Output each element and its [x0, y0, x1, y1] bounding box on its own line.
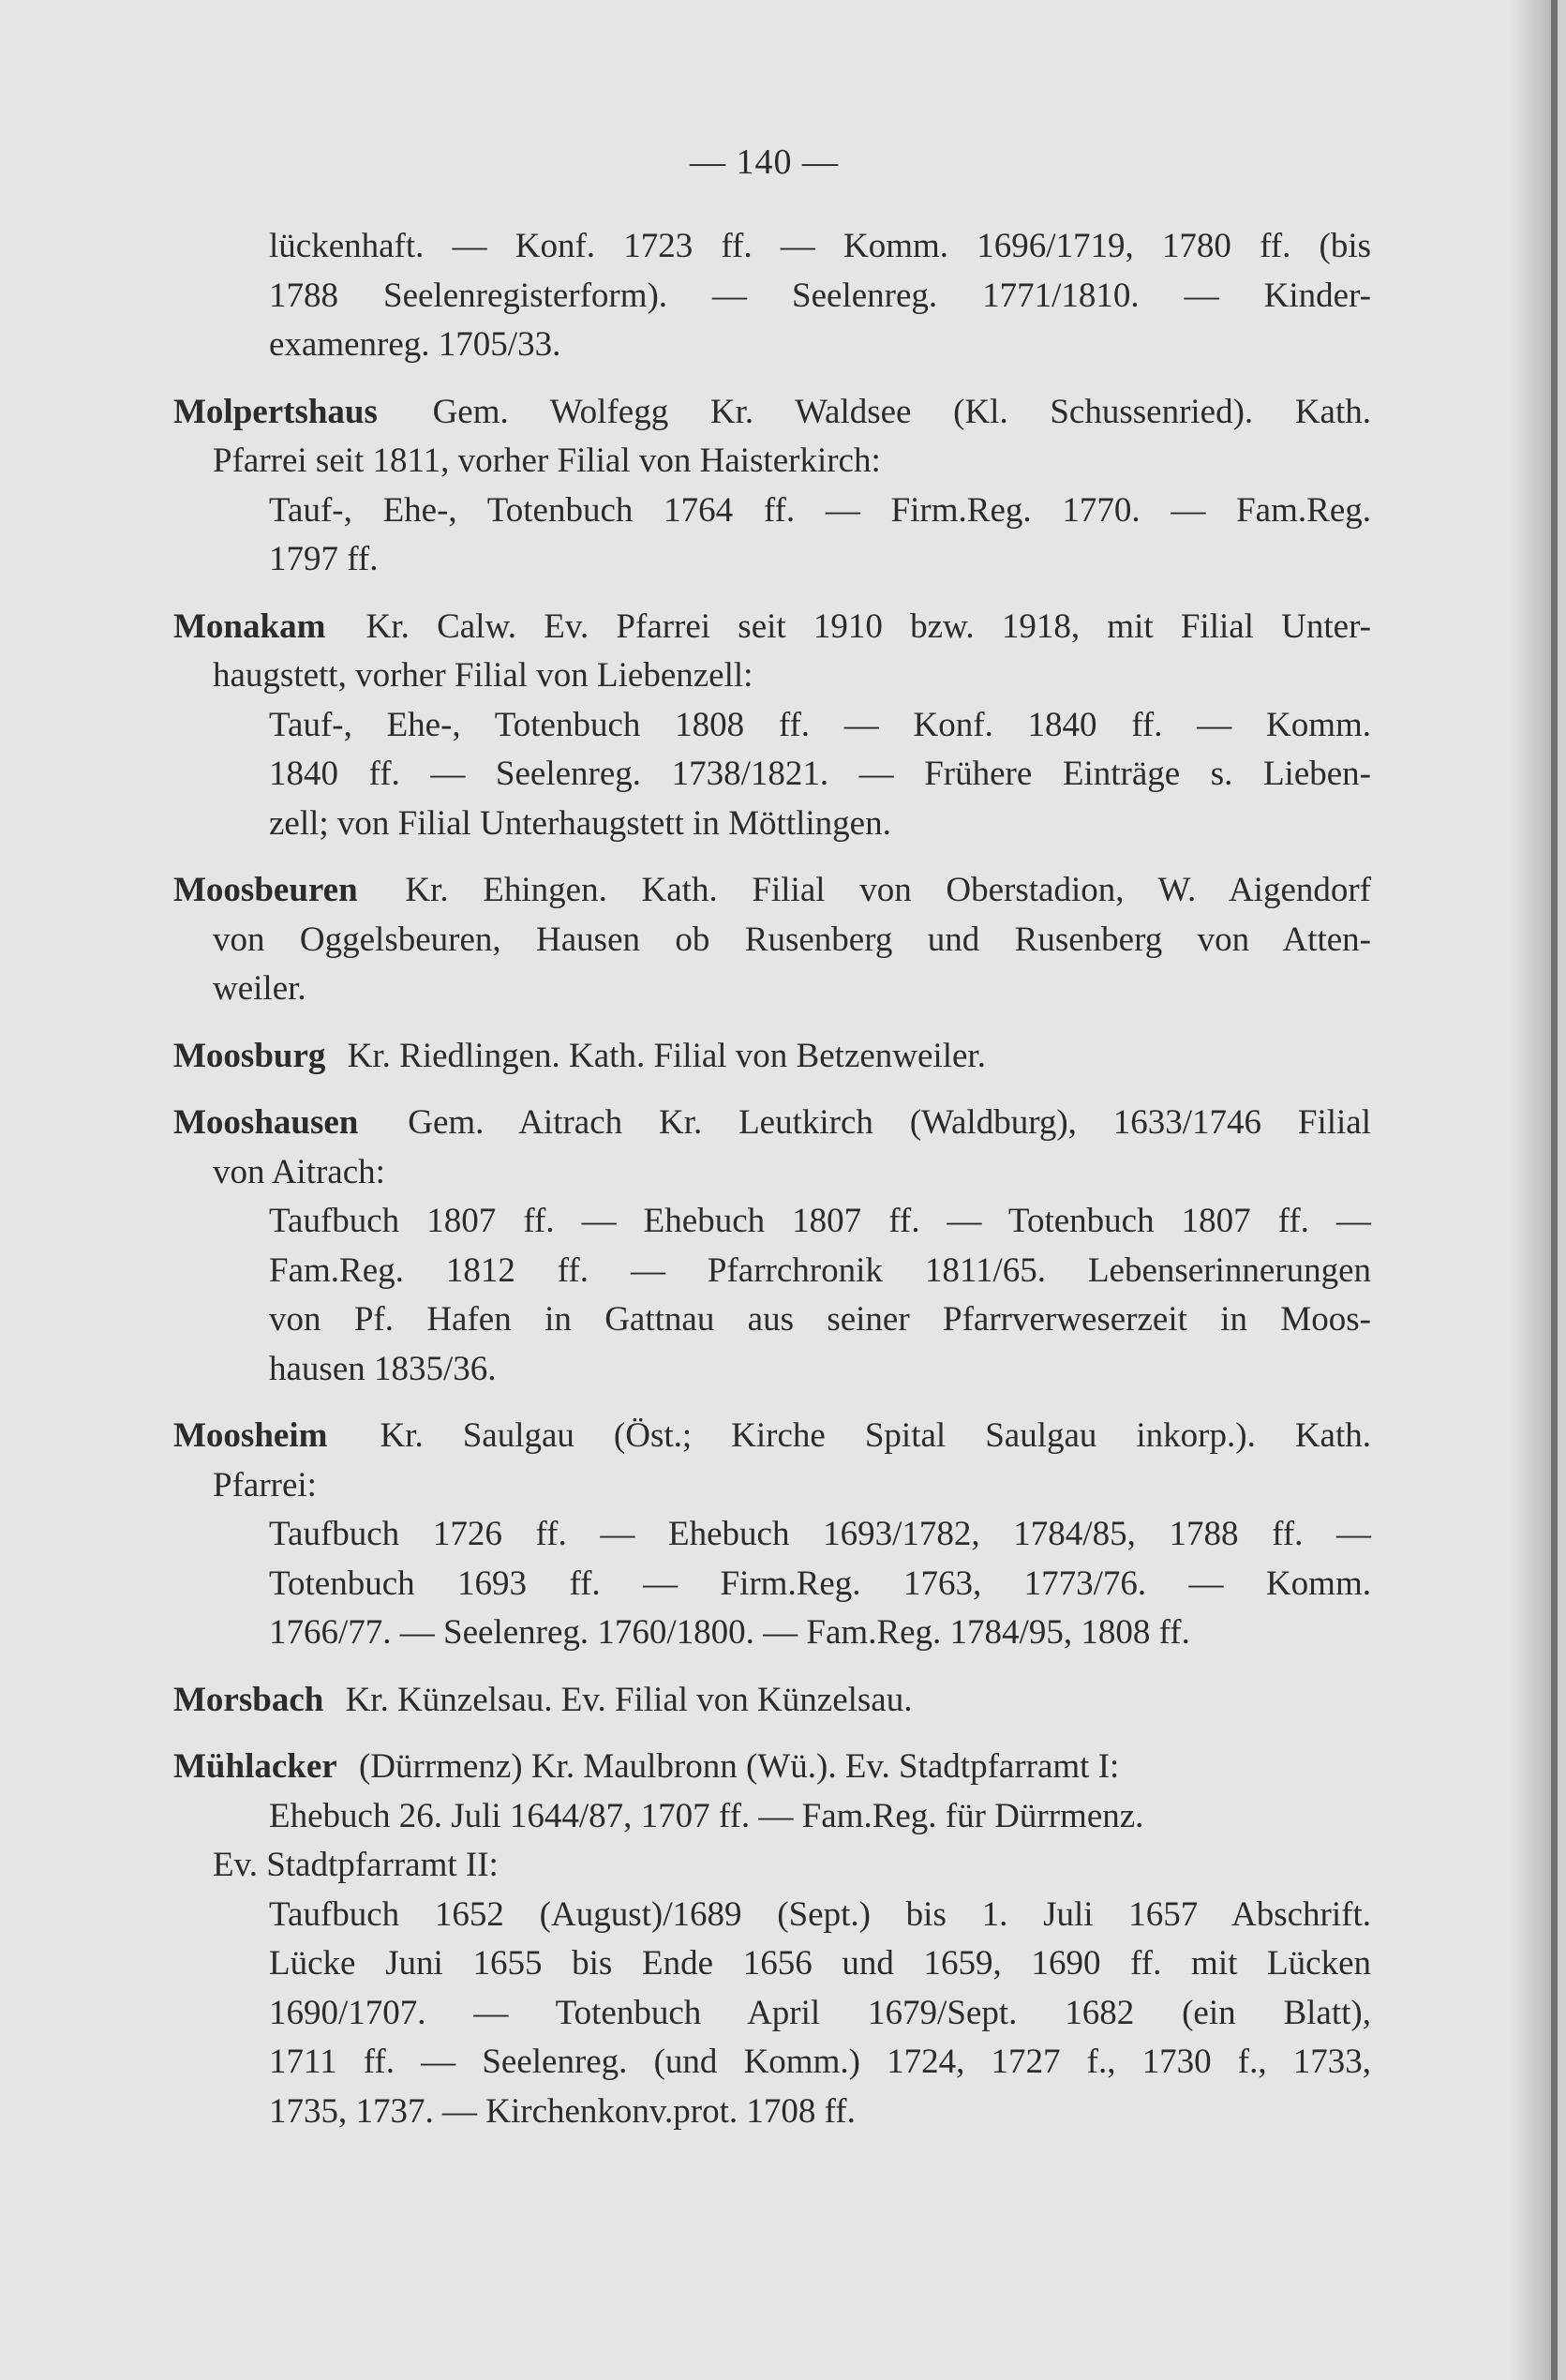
text-line: [173, 321, 1371, 370]
text-line: [173, 272, 1371, 322]
text-line: [173, 800, 1371, 849]
text-line: [173, 1792, 1371, 1842]
line-text: 1797 ff.: [269, 540, 379, 578]
page-number: — 140 —: [690, 142, 839, 182]
records-block: [173, 1510, 1371, 1658]
entry-description: [173, 866, 1371, 1014]
entry-headword: Morsbach: [173, 1680, 324, 1719]
line-text: examenreg. 1705/33.: [269, 325, 561, 364]
records-block: [173, 222, 1371, 370]
text-line: [173, 535, 1371, 585]
text-line: [173, 603, 1371, 652]
register-entry: [173, 1676, 1371, 1726]
records-block: [173, 1792, 1371, 1842]
text-line: [173, 486, 1371, 536]
line-text: Taufbuch 1652 (August)/1689 (Sept.) bis 1. Juli 1657 Abschrift.: [269, 1894, 1371, 1934]
line-text: lückenhaft. — Konf. 1723 ff. — Komm. 1696/1719, 1780 ff. (bis: [269, 227, 1371, 265]
register-entry: [173, 1412, 1371, 1658]
text-line: [173, 1560, 1371, 1609]
text-line: [173, 437, 1371, 486]
page-edge-shadow: [1509, 0, 1552, 2380]
entry-description: [173, 1032, 1371, 1082]
register-entry: [173, 1743, 1371, 2136]
entry-description: [173, 1841, 1371, 1891]
text-line: [173, 965, 1371, 1014]
text-line: [173, 750, 1371, 800]
line-text: Gem. Aitrach Kr. Leutkirch (Waldburg), 1633/1746 Filial: [408, 1103, 1372, 1142]
line-text: Tauf-, Ehe-, Totenbuch 1764 ff. — Firm.Reg. 1770. — Fam.Reg.: [269, 490, 1371, 530]
register-entry: [173, 1032, 1371, 1082]
line-text: zell; von Filial Unterhaugstett in Möttlingen.: [269, 803, 891, 843]
register-entry: [173, 866, 1371, 1014]
text-line: [173, 222, 1371, 272]
line-text: Totenbuch 1693 ff. — Firm.Reg. 1763, 1773/76. — Komm.: [269, 1564, 1371, 1603]
line-text: von Oggelsbeuren, Hausen ob Rusenberg und Rusenberg von Atten-: [213, 920, 1371, 959]
records-block: [173, 1891, 1371, 2137]
entry-headword: Mooshausen: [173, 1103, 359, 1142]
text-line: [173, 1841, 1371, 1891]
line-text: 1735, 1737. — Kirchenkonv.prot. 1708 ff.: [269, 2091, 856, 2131]
line-text: Kr. Saulgau (Öst.; Kirche Spital Saulgau inkorp.). Kath.: [380, 1416, 1371, 1455]
line-text: 1766/77. — Seelenreg. 1760/1800. — Fam.Reg. 1784/95, 1808 ff.: [269, 1613, 1190, 1652]
page-margin-outer: [1558, 0, 1566, 2380]
text-line: [173, 1412, 1371, 1461]
line-text: von Aitrach:: [213, 1152, 385, 1191]
text-line: [173, 1295, 1371, 1345]
page-edge: [1551, 0, 1558, 2380]
line-text: Tauf-, Ehe-, Totenbuch 1808 ff. — Konf. 1840 ff. — Komm.: [269, 705, 1371, 744]
line-text: (Dürrmenz) Kr. Maulbronn (Wü.). Ev. Stadtpfarramt I:: [358, 1747, 1120, 1786]
entry-headword: Mühlacker: [173, 1747, 337, 1786]
line-text: hausen 1835/36.: [269, 1349, 497, 1388]
text-line: [173, 1891, 1371, 1940]
entry-description: [173, 1099, 1371, 1197]
register-entry: [173, 1099, 1371, 1394]
entry-headword: Moosburg: [173, 1036, 326, 1075]
text-line: [173, 1461, 1371, 1511]
text-line: [173, 1939, 1371, 1989]
text-line: [173, 1148, 1371, 1198]
text-line: [173, 1989, 1371, 2039]
line-text: Pfarrei:: [213, 1465, 317, 1504]
text-line: [173, 1510, 1371, 1560]
entry-description: [173, 1743, 1371, 1792]
text-line: [173, 1345, 1371, 1395]
line-text: Taufbuch 1807 ff. — Ehebuch 1807 ff. — Totenbuch 1807 ff. —: [269, 1202, 1371, 1240]
entry-headword: Molpertshaus: [173, 392, 378, 431]
text-line: [173, 1099, 1371, 1148]
line-text: Kr. Ehingen. Kath. Filial von Oberstadion, W. Aigendorf: [405, 871, 1372, 909]
line-text: 1788 Seelenregisterform). — Seelenreg. 1771/1810. — Kinder-: [269, 276, 1371, 315]
text-line: [173, 2038, 1371, 2088]
line-text: haugstett, vorher Filial von Liebenzell:: [213, 656, 753, 695]
register-entry: [173, 603, 1371, 849]
text-line: [173, 388, 1371, 438]
line-text: 1690/1707. — Totenbuch April 1679/Sept. 1682 (ein Blatt),: [269, 1993, 1371, 2032]
register-entry: [173, 388, 1371, 585]
line-text: Lücke Juni 1655 bis Ende 1656 und 1659, 1690 ff. mit Lücken: [269, 1944, 1371, 1983]
line-text: 1840 ff. — Seelenreg. 1738/1821. — Frühere Einträge s. Lieben-: [269, 755, 1371, 793]
line-text: Kr. Riedlingen. Kath. Filial von Betzenweiler.: [347, 1036, 986, 1075]
text-line: [173, 1743, 1371, 1792]
line-text: Ev. Stadtpfarramt II:: [213, 1846, 499, 1884]
register-entry-continuation: [173, 222, 1371, 370]
records-block: [173, 486, 1371, 585]
text-line: [173, 1032, 1371, 1082]
entry-description: [173, 1676, 1371, 1726]
register-entries: [173, 222, 1371, 2136]
line-text: Kr. Künzelsau. Ev. Filial von Künzelsau.: [345, 1680, 913, 1719]
line-text: weiler.: [213, 969, 306, 1008]
text-line: [173, 651, 1371, 701]
records-block: [173, 1197, 1371, 1394]
line-text: Fam.Reg. 1812 ff. — Pfarrchronik 1811/65. Lebenserinnerungen: [269, 1250, 1371, 1290]
line-text: Ehebuch 26. Juli 1644/87, 1707 ff. — Fam.Reg. für Dürrmenz.: [269, 1796, 1144, 1835]
entry-headword: Monakam: [173, 606, 326, 646]
line-text: Taufbuch 1726 ff. — Ehebuch 1693/1782, 1784/85, 1788 ff. —: [269, 1515, 1371, 1553]
entry-description: [173, 1412, 1371, 1510]
line-text: von Pf. Hafen in Gattnau aus seiner Pfarrverweserzeit in Moos-: [269, 1300, 1371, 1339]
entry-description: [173, 388, 1371, 486]
text-line: [173, 1676, 1371, 1726]
entry-headword: Moosheim: [173, 1416, 328, 1455]
line-text: Pfarrei seit 1811, vorher Filial von Haisterkirch:: [213, 442, 881, 480]
line-text: 1711 ff. — Seelenreg. (und Komm.) 1724, 1727 f., 1730 f., 1733,: [269, 2043, 1371, 2081]
line-text: Kr. Calw. Ev. Pfarrei seit 1910 bzw. 1918, mit Filial Unter-: [365, 606, 1371, 646]
records-block: [173, 701, 1371, 849]
text-line: [173, 1247, 1371, 1296]
entry-headword: Moosbeuren: [173, 871, 358, 909]
text-line: [173, 916, 1371, 965]
text-line: [173, 2088, 1371, 2137]
text-line: [173, 1609, 1371, 1658]
entry-description: [173, 603, 1371, 701]
text-line: [173, 1197, 1371, 1247]
text-line: [173, 866, 1371, 916]
text-line: [173, 701, 1371, 751]
line-text: Gem. Wolfegg Kr. Waldsee (Kl. Schussenried). Kath.: [432, 392, 1371, 431]
